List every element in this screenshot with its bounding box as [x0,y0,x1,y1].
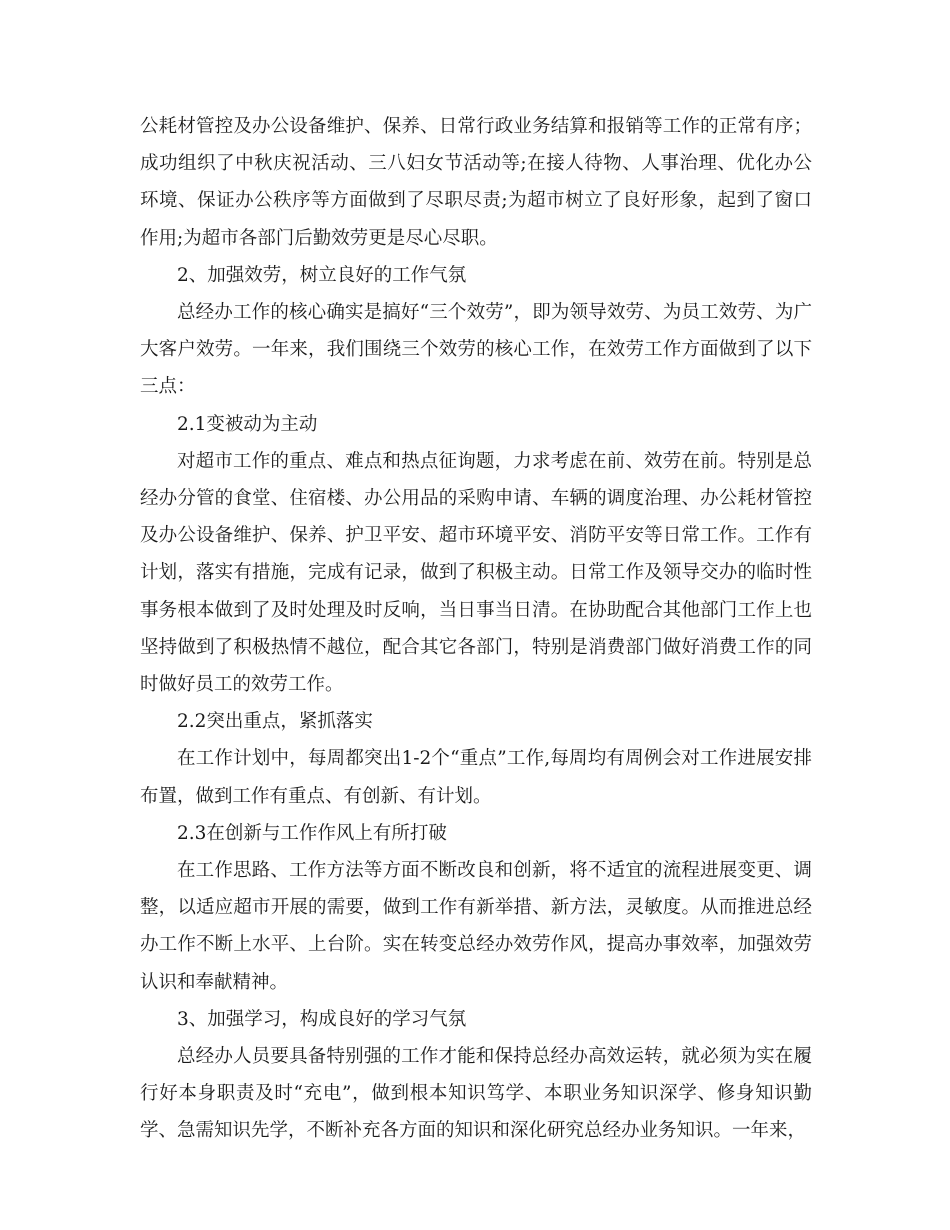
section-heading-3: 3、加强学习，构成良好的学习气氛 [177,1008,467,1030]
paragraph: 总经办人员要具备特别强的工作才能和保持总经办高效运转，就必须为实在履行好本身职责及时“充电”，做到根本知识笃学、本职业务知识深学、修身知识勤学、急需知识先学，不断补充各方面的知识和深化研究总经办业务知识。一年来， [140,1046,812,1142]
paragraph: 在工作思路、工作方法等方面不断改良和创新，将不适宜的流程进展变更、调整，以适应超市开展的需要，做到工作有新举措、新方法，灵敏度。从而推进总经办工作不断上水平、上台阶。实在转变总经办效劳作风，提高办事效率，加强效劳认识和奉献精神。 [140,860,812,993]
section-heading-2-1: 2.1变被动为主动 [177,413,318,435]
paragraph: 在工作计划中，每周都突出1-2个“重点”工作,每周均有周例会对工作进展安排布置，做到工作有重点、有创新、有计划。 [140,748,812,807]
section-heading-2-3: 2.3在创新与工作作风上有所打破 [177,822,447,844]
paragraph-continuation: 公耗材管控及办公设备维护、保养、日常行政业务结算和报销等工作的正常有序；成功组织了中秋庆祝活动、三八妇女节活动等;在接人待物、人事治理、优化办公环境、保证办公秩序等方面做到了尽职尽责;为超市树立了良好形象，起到了窗口作用;为超市各部门后勤效劳更是尽心尽职。 [140,116,812,249]
section-heading-2-2: 2.2突出重点，紧抓落实 [177,711,373,733]
section-heading-2: 2、加强效劳，树立良好的工作气氛 [177,264,467,286]
paragraph: 总经办工作的核心确实是搞好“三个效劳”，即为领导效劳、为员工效劳、为广大客户效劳。一年来，我们围绕三个效劳的核心工作，在效劳工作方面做到了以下三点： [140,302,812,398]
paragraph: 对超市工作的重点、难点和热点征询题，力求考虑在前、效劳在前。特别是总经办分管的食堂、住宿楼、办公用品的采购申请、车辆的调度治理、办公耗材管控及办公设备维护、保养、护卫平安、超市环境平安、消防平安等日常工作。工作有计划，落实有措施，完成有记录，做到了积极主动。日常工作及领导交办的临时性事务根本做到了及时处理及时反响，当日事当日清。在协助配合其他部门工作上也坚持做到了积极热情不越位，配合其它各部门，特别是消费部门做好消费工作的同时做好员工的效劳工作。 [140,450,812,696]
document-body [140,108,812,1150]
